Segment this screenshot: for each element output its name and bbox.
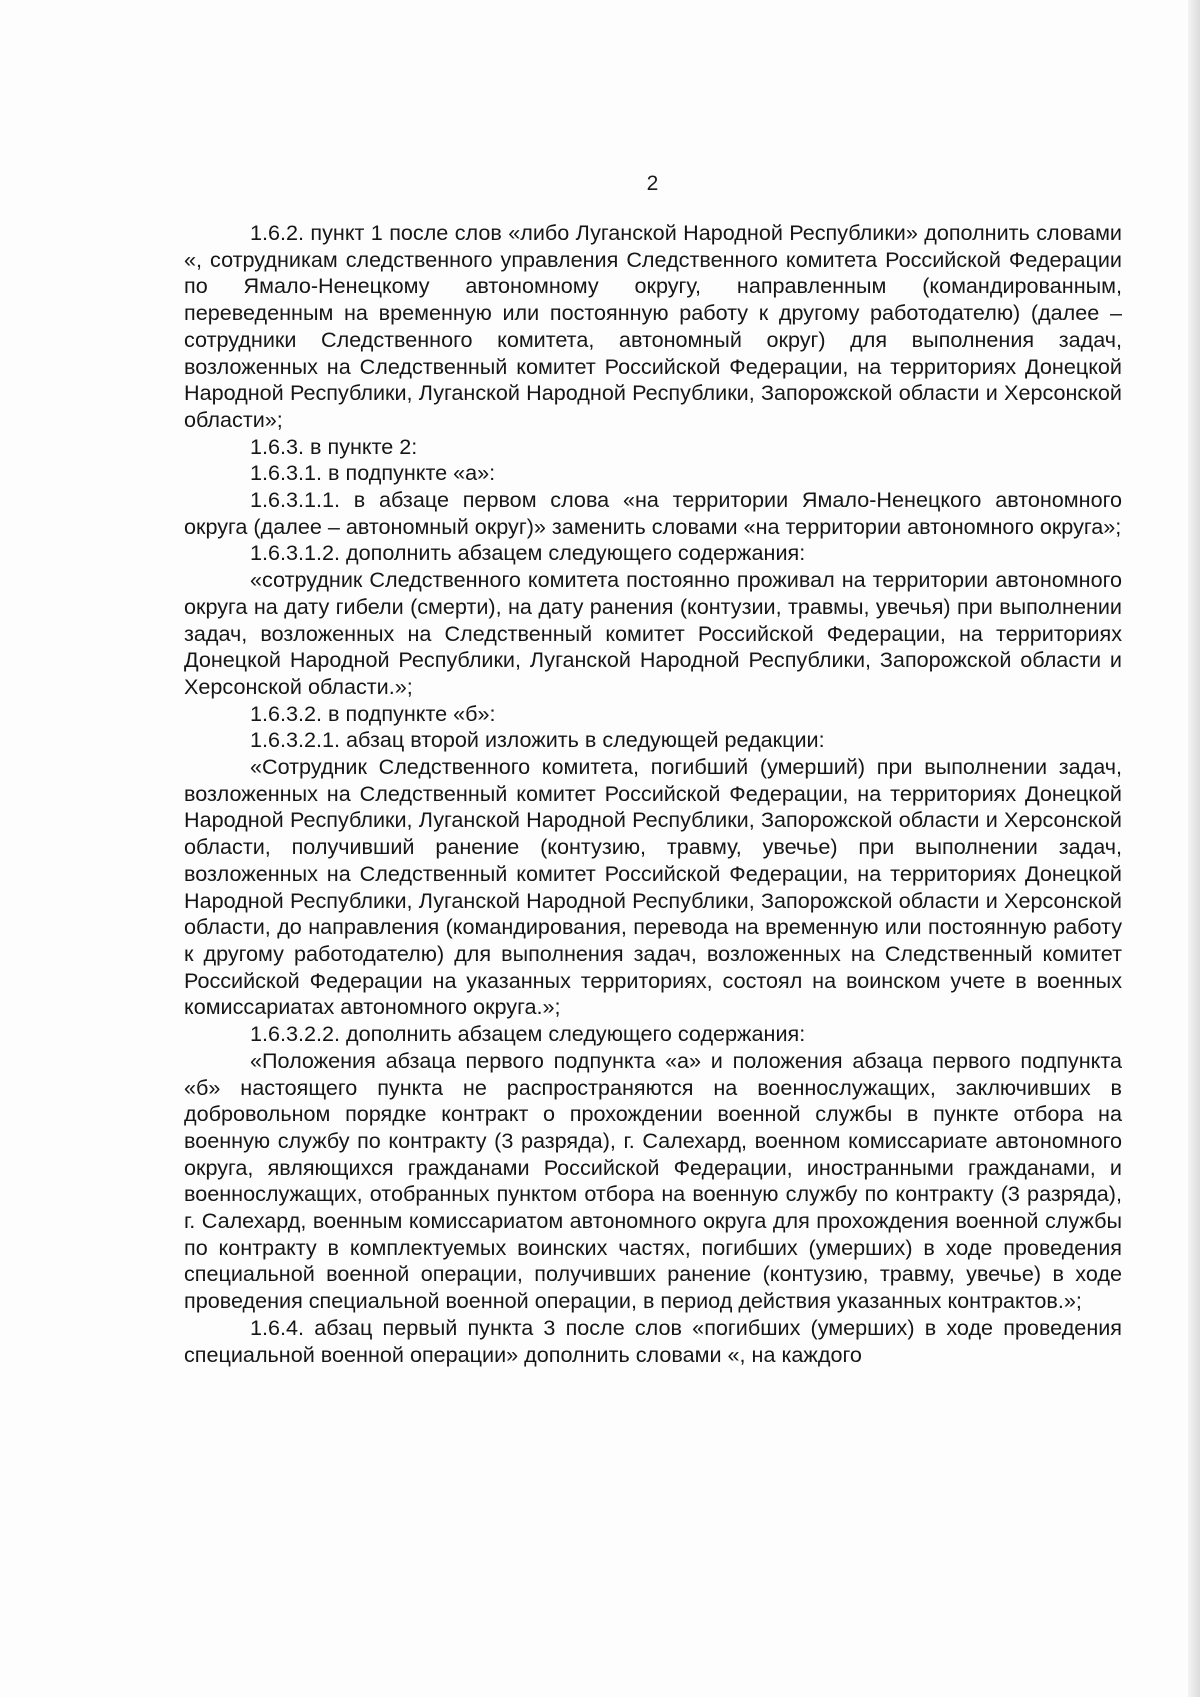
paragraph-quote-employee: «Сотрудник Следственного комитета, погибший (умерший) при выполнении задач, возложенных на Следственный комитет Российской Федерации, на территориях Донецкой Народной Республики, Луганской Народной Республики, Запорожской области и Херсонской области, получивший ранение (контузию, травму, увечье) при выполнении задач, возложенных на Следственный комитет Российской Федерации, на территориях Донецкой Народной Республики, Луганской Народной Республики, Запорожской области и Херсонской области, до направления (командирования, перевода на временную или постоянную работу к другому работодателю) для выполнения задач, возложенных на Следственный комитет Российской Федерации на указанных территориях, состоял на воинском учете в военных комиссариатах автономного округа.»;	[184, 754, 1122, 1020]
paragraph-1-6-2: 1.6.2. пункт 1 после слов «либо Луганской Народной Республики» дополнить словами «, сотрудникам следственного управления Следственного комитета Российской Федерации по Ямало-Ненецкому автономному округу, направленным (командированным, переведенным на временную или постоянную работу к другому работодателю) (далее – сотрудники Следственного комитета, автономный округ) для выполнения задач, возложенных на Следственный комитет Российской Федерации, на территориях Донецкой Народной Республики, Луганской Народной Республики, Запорожской области и Херсонской области»;	[184, 220, 1122, 432]
page-number: 2	[646, 172, 659, 195]
document-body	[184, 220, 1122, 1368]
paragraph-1-6-3-2-1: 1.6.3.2.1. абзац второй изложить в следующей редакции:	[250, 727, 825, 753]
page-edge-shadow	[1188, 0, 1200, 1697]
paragraph-1-6-3-1: 1.6.3.1. в подпункте «а»:	[250, 460, 496, 486]
paragraph-1-6-4: 1.6.4. абзац первый пункта 3 после слов «погибших (умерших) в ходе проведения специальной военной операции» дополнить словами «, на каждого	[184, 1314, 1122, 1367]
paragraph-1-6-3-2-2: 1.6.3.2.2. дополнить абзацем следующего содержания:	[250, 1021, 806, 1047]
paragraph-quote-resident: «сотрудник Следственного комитета постоянно проживал на территории автономного округа на дату гибели (смерти), на дату ранения (контузии, травмы, увечья) при выполнении задач, возложенных на Следственный комитет Российской Федерации, на территориях Донецкой Народной Республики, Луганской Народной Республики, Запорожской области и Херсонской области.»;	[184, 567, 1122, 699]
paragraph-1-6-3-2: 1.6.3.2. в подпункте «б»:	[250, 700, 496, 726]
paragraph-1-6-3-1-2: 1.6.3.1.2. дополнить абзацем следующего содержания:	[250, 540, 806, 566]
paragraph-1-6-3-1-1: 1.6.3.1.1. в абзаце первом слова «на территории Ямало-Ненецкого автономного округа (далее – автономный округ)» заменить словами «на территории автономного округа»;	[184, 487, 1122, 539]
paragraph-1-6-3: 1.6.3. в пункте 2:	[250, 433, 418, 459]
paragraph-quote-provisions: «Положения абзаца первого подпункта «а» и положения абзаца первого подпункта «б» настоящего пункта не распространяются на военнослужащих, заключивших в добровольном порядке контракт о прохождении военной службы в пункте отбора на военную службу по контракту (3 разряда), г. Салехард, военном комиссариате автономного округа, являющихся гражданами Российской Федерации, иностранными гражданами, и военнослужащих, отобранных пунктом отбора на военную службу по контракту (3 разряда), г. Салехард, военным комиссариатом автономного округа для прохождения военной службы по контракту в комплектуемых воинских частях, погибших (умерших) в ходе проведения специальной военной операции, получивших ранение (контузию, травму, увечье) в ходе проведения специальной военной операции, в период действия указанных контрактов.»;	[184, 1047, 1122, 1314]
